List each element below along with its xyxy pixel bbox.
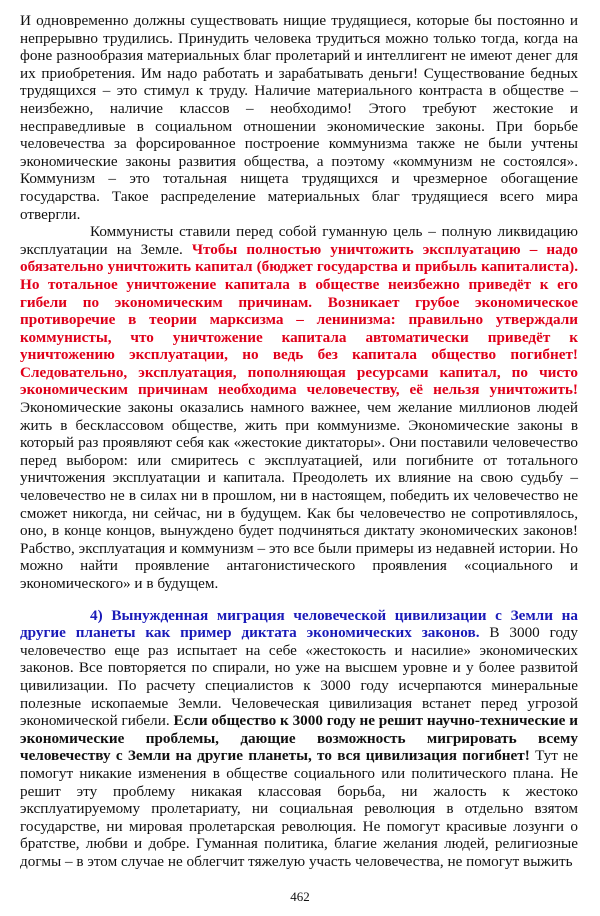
paragraph-3-part-b: Тут не помогут никакие изменения в обществе социального или политического плана. Не решит эту проблему никакая классовая борьба, ни жалость к жестоко эксплуатируемому пролетариату, ни социальная революция в отдельно взятом государстве, ни мировая пролетарская революция. Не помогут красивые лозунги о братстве, любви и добре. Гуманная политика, благие желания людей, религиозные догмы – в этом случае не облегчит тяжелую участь человечества, не помогут выжить [20, 747, 578, 870]
section-heading: 4) Вынужденная миграция человеческой цивилизации с Земли на другие планеты как пример диктата экономических законов. [20, 606, 578, 642]
document-page [20, 12, 578, 871]
paragraph-1: И одновременно должны существовать нищие трудящиеся, которые бы постоянно и непрерывно трудились. Принудить человека трудиться можно только тогда, когда на фоне разнообразия материальных благ пролетарий и интеллигент не имеют денег для их приобретения. Им надо работать и зарабатывать деньги! Существование бедных трудящихся – это стимул к труду. Наличие материального контраста в обществе – неизбежно, наличие классов – необходимо! Этого требуют жестокие и несправедливые в социальном отношении экономические законы. При борьбе человечества за форсированное построение коммунизма также не были учтены экономические законы развития общества, а поэтому «коммунизм не состоялся». Коммунизм – это тотальная нищета трудящихся и чрезмерное обогащение государства. Такое распределение материальных благ трудящиеся всего мира отвергли. [20, 12, 578, 223]
paragraph-3-part-a: В 3000 году человечество еще раз испытает на себе «жестокость и насилие» экономических законов. Все повторяется по спирали, но уже на высшем уровне и у более развитой цивилизации. По расчету специалистов к 3000 году исчерпаются минеральные полезные ископаемые Земли. Человеческая цивилизация встанет перед угрозой экономической гибели. [20, 624, 578, 730]
paragraph-3-bold-emphasis: Если общество к 3000 году не решит научно-технические и экономические проблемы, дающие возможность мигрировать всему человечеству с Земли на другие планеты, то вся цивилизация погибнет! [20, 712, 578, 765]
paragraph-3 [20, 607, 578, 871]
paragraph-2-intro: Коммунисты ставили перед собой гуманную цель – полную ликвидацию эксплуатации на Земле. [20, 223, 578, 258]
page-number: 462 [290, 889, 310, 904]
section-spacer [20, 593, 578, 607]
paragraph-2 [20, 223, 578, 592]
paragraph-2-red-emphasis: Чтобы полностью уничтожить эксплуатацию – надо обязательно уничтожить капитал (бюджет государства и прибыль капиталиста). Но тотальное уничтожение капитала в обществе неизбежно приведёт к его гибели по экономическим причинам. Возникает грубое экономическое противоречие в теории марксизма – ленинизма: правильно утверждали коммунисты, что уничтожение капитала автоматически приведёт к уничтожению эксплуатации, но ведь без капитала общество погибнет! Следовательно, эксплуатация, пополняющая ресурсами капитал, по чисто экономическим причинам необходима человечеству, её нельзя уничтожить! [20, 240, 578, 399]
paragraph-2-rest: Экономические законы оказались намного важнее, чем желание миллионов людей жить в бесклассовом обществе, жить при коммунизме. Экономические законы в который раз проявляют себя как «жестокие диктаторы». Они поставили человечество перед выбором: или смиритесь с эксплуатацией, или погибните от тотального уничтожения эксплуатации и капитала. Преодолеть их влияние на свою судьбу – человечество не в силах ни в прошлом, ни в настоящем, победить их человечество не сможет никогда, ни сейчас, ни в будущем. Как бы человечество не сопротивлялось, оно, в конце концов, вынуждено будет подчиняться диктату экономических законов! Рабство, эксплуатация и коммунизм – это все были примеры из недавней истории. Но можно найти проявление антагонистического проявления «социального и экономического» и в будущем. [20, 399, 578, 592]
